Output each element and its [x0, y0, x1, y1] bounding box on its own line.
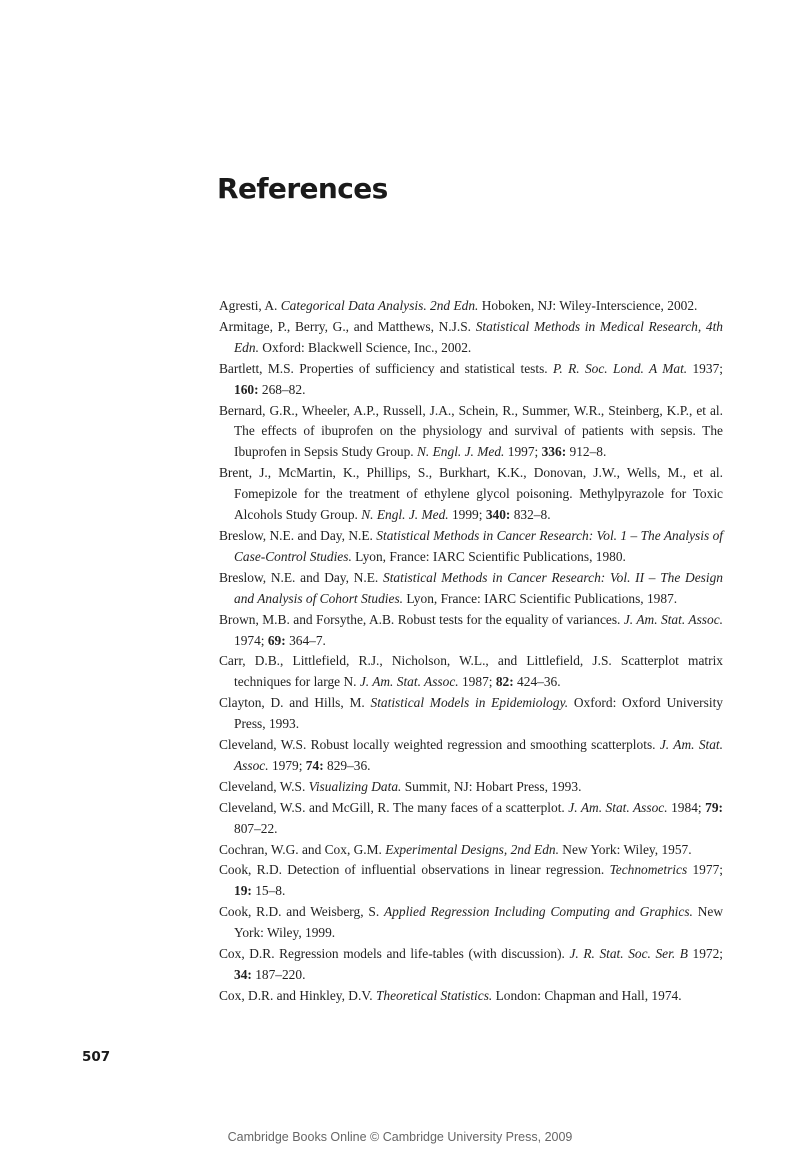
reference-volume: 82:: [495, 674, 514, 690]
reference-text: Cochran, W.G. and Cox, G.M.: [219, 841, 386, 857]
reference-entry: [219, 798, 723, 840]
reference-text: 1972;: [687, 946, 723, 962]
reference-title: Applied Regression Including Computing and Graphics.: [384, 904, 693, 920]
reference-volume: 74:: [305, 757, 324, 773]
reference-volume: 79:: [705, 799, 723, 815]
reference-text: Carr, D.B., Littlefield, R.J., Nicholson, W.L., and Littlefield, J.S. Scatterplot matrix techniques for large N.: [219, 653, 723, 690]
reference-title: J. Am. Stat. Assoc.: [359, 674, 459, 690]
reference-text: 807–22.: [234, 820, 278, 836]
reference-text: Cleveland, W.S.: [219, 778, 309, 794]
reference-entry: [219, 296, 723, 317]
reference-title: N. Engl. J. Med.: [361, 507, 449, 523]
reference-text: 15–8.: [251, 883, 286, 899]
reference-title: Statistical Models in Epidemiology.: [370, 695, 569, 711]
reference-entry: [219, 359, 723, 401]
reference-text: Summit, NJ: Hobart Press, 1993.: [401, 778, 582, 794]
reference-text: 1979;: [268, 757, 306, 773]
reference-text: 364–7.: [285, 632, 326, 648]
reference-text: Oxford: Oxford University Press, 1993.: [234, 695, 723, 732]
reference-title: J. Am. Stat. Assoc.: [623, 611, 723, 627]
reference-title: J. Am. Stat. Assoc.: [234, 737, 723, 773]
reference-entry: [219, 610, 723, 652]
reference-text: Cook, R.D. Detection of influential observations in linear regression.: [219, 862, 610, 878]
reference-volume: 69:: [267, 632, 286, 648]
reference-text: 832–8.: [510, 507, 551, 523]
reference-title: Technometrics: [609, 862, 688, 878]
reference-entry: [219, 735, 723, 777]
reference-title: Statistical Methods in Cancer Research: Vol. II – The Design and Analysis of Cohort Studies.: [234, 569, 723, 606]
reference-text: Brent, J., McMartin, K., Phillips, S., Burkhart, K.K., Donovan, J.W., Wells, M., et al. Fomepizole for the treatment of ethylene glycol poisoning. Methylpyrazole for Toxic Alcohols Study Group.: [219, 465, 723, 523]
reference-title: Theoretical Statistics.: [375, 987, 493, 1003]
reference-text: Oxford: Blackwell Science, Inc., 2002.: [258, 339, 472, 355]
reference-title: Categorical Data Analysis. 2nd Edn.: [280, 298, 479, 313]
reference-text: 1987;: [458, 674, 496, 690]
reference-volume: 19:: [234, 883, 252, 899]
reference-volume: 160:: [234, 381, 259, 397]
reference-entry: [219, 317, 723, 359]
reference-volume: 340:: [485, 507, 511, 523]
reference-text: Brown, M.B. and Forsythe, A.B. Robust tests for the equality of variances.: [219, 611, 624, 627]
reference-text: Cox, D.R. and Hinkley, D.V.: [219, 987, 376, 1003]
reference-text: 424–36.: [513, 674, 561, 690]
reference-entry: [219, 693, 723, 735]
reference-entry: [219, 986, 723, 1007]
reference-text: 1997;: [504, 444, 542, 460]
reference-text: Breslow, N.E. and Day, N.E.: [219, 569, 383, 585]
reference-text: 1984;: [667, 799, 706, 815]
reference-volume: 34:: [234, 967, 252, 982]
reference-entry: [219, 902, 723, 944]
reference-text: Hoboken, NJ: Wiley-Interscience, 2002.: [478, 298, 698, 313]
reference-text: Armitage, P., Berry, G., and Matthews, N.J.S.: [219, 318, 476, 334]
page-number: 507: [82, 1049, 111, 1065]
reference-title: J. Am. Stat. Assoc.: [568, 799, 668, 815]
reference-entry: [219, 568, 723, 610]
reference-text: Agresti, A.: [219, 298, 281, 313]
reference-text: 1999;: [448, 507, 486, 523]
reference-text: New York: Wiley, 1957.: [558, 841, 692, 857]
reference-text: Bernard, G.R., Wheeler, A.P., Russell, J.A., Schein, R., Summer, W.R., Steinberg, K.P., et al. The effects of ibuprofen on the physiology and survival of patients with sepsis. The Ibuprofen in Sepsis Study Group.: [219, 402, 723, 460]
reference-text: Cleveland, W.S. Robust locally weighted regression and smoothing scatterplots.: [219, 737, 660, 753]
reference-volume: 336:: [541, 444, 567, 460]
reference-text: 1937;: [687, 360, 723, 376]
reference-title: N. Engl. J. Med.: [417, 444, 505, 460]
page-title: References: [217, 172, 388, 205]
reference-title: Experimental Designs, 2nd Edn.: [385, 841, 559, 857]
reference-text: 1977;: [687, 862, 723, 878]
reference-text: 912–8.: [566, 444, 607, 460]
reference-entry: [219, 944, 723, 986]
reference-entry: [219, 777, 723, 798]
reference-title: Statistical Methods in Cancer Research: Vol. 1 – The Analysis of Case-Control Studies.: [234, 527, 724, 564]
reference-text: 187–220.: [251, 967, 306, 982]
reference-text: 829–36.: [323, 757, 371, 773]
reference-entry: [219, 651, 723, 693]
reference-text: 268–82.: [258, 381, 306, 397]
reference-text: New York: Wiley, 1999.: [234, 904, 723, 941]
reference-entry: [219, 463, 723, 526]
reference-title: P. R. Soc. Lond. A Mat.: [552, 360, 688, 376]
reference-list: [219, 296, 723, 1007]
copyright-footer: Cambridge Books Online © Cambridge University Press, 2009: [227, 1130, 573, 1144]
reference-text: Lyon, France: IARC Scientific Publications, 1987.: [403, 590, 678, 606]
reference-entry: [219, 840, 723, 861]
reference-text: Bartlett, M.S. Properties of sufficiency and statistical tests.: [219, 360, 553, 376]
reference-text: London: Chapman and Hall, 1974.: [492, 987, 682, 1003]
reference-text: Cleveland, W.S. and McGill, R. The many faces of a scatterplot.: [219, 799, 569, 815]
reference-entry: [219, 860, 723, 902]
reference-text: Lyon, France: IARC Scientific Publications, 1980.: [351, 548, 626, 564]
reference-title: J. R. Stat. Soc. Ser. B: [569, 946, 688, 962]
reference-entry: [219, 526, 723, 568]
reference-title: Visualizing Data.: [308, 778, 402, 794]
reference-text: Breslow, N.E. and Day, N.E.: [219, 527, 377, 543]
reference-title: Statistical Methods in Medical Research, 4th Edn.: [234, 318, 723, 355]
reference-text: Cox, D.R. Regression models and life-tables (with discussion).: [219, 946, 570, 962]
reference-entry: [219, 401, 723, 464]
reference-text: 1974;: [234, 632, 268, 648]
reference-text: Cook, R.D. and Weisberg, S.: [219, 904, 384, 920]
reference-text: Clayton, D. and Hills, M.: [219, 695, 371, 711]
